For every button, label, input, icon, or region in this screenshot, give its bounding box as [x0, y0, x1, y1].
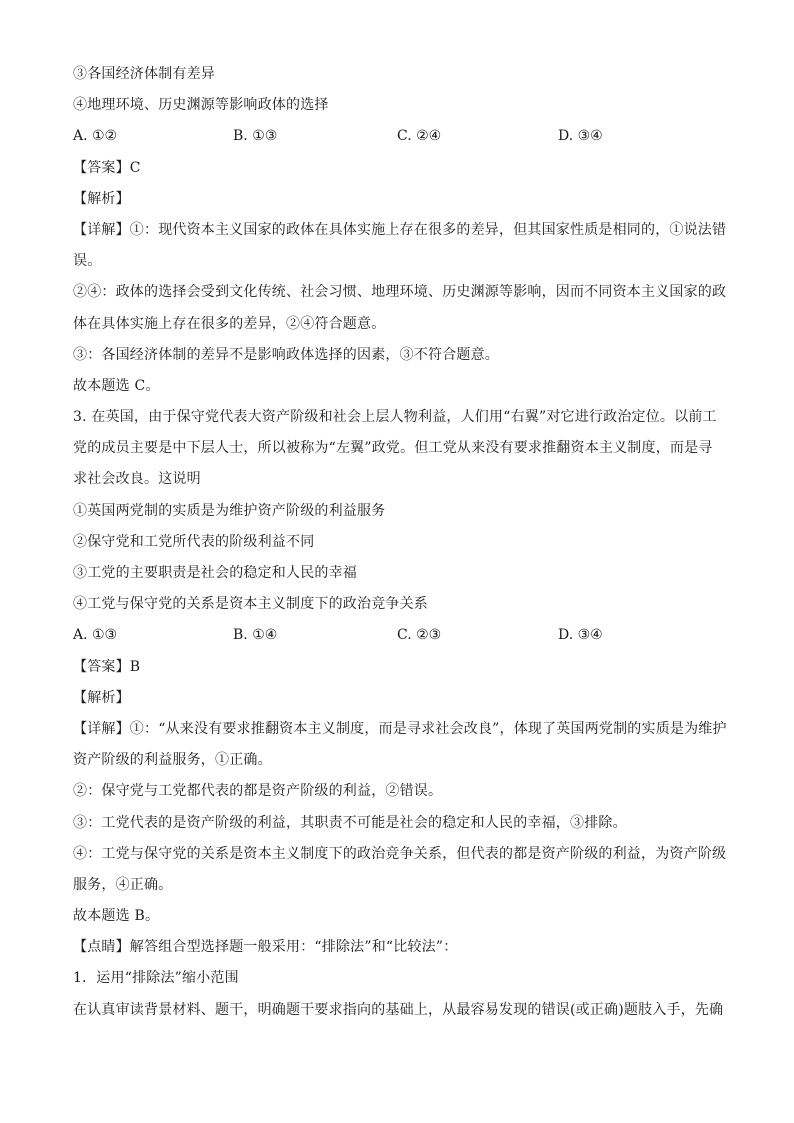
q2-detail-line: ③：各国经济体制的差异不是影响政体选择的因素，③不符合题意。 — [73, 346, 499, 363]
q3-detail-line: ④：工党与保守党的关系是资本主义制度下的政治竞争关系，但代表的都是资产阶级的利益，为资产阶级 — [73, 845, 727, 862]
q3-options — [73, 625, 725, 645]
q3-analysis-label: 【解析】 — [73, 689, 130, 706]
q2-detail-line: 【详解】①：现代资本主义国家的政体在具体实施上存在很多的差异，但其国家性质是相同的，①说法错 — [73, 221, 727, 238]
document-page — [73, 64, 725, 1031]
q2-analysis-label: 【解析】 — [73, 190, 130, 207]
q2-statement-4: ④地理环境、历史渊源等影响政体的选择 — [73, 97, 329, 114]
q3-statement: ①英国两党制的实质是为维护资产阶级的利益服务 — [73, 502, 386, 519]
q3-option-b: B. ①④ — [233, 627, 278, 644]
q2-detail-line: 体在具体实施上存在很多的差异，②④符合题意。 — [73, 315, 386, 332]
q2-option-d: D. ③④ — [558, 128, 603, 145]
q2-options — [73, 126, 725, 146]
q3-statement: ③工党的主要职责是社会的稳定和人民的幸福 — [73, 565, 357, 581]
q2-answer: 【答案】C — [73, 159, 141, 176]
q3-detail-line: ③：工党代表的是资产阶级的利益，其职责不可能是社会的稳定和人民的幸福，③排除。 — [73, 814, 627, 831]
q3-statement: ④工党与保守党的关系是资本主义制度下的政治竞争关系 — [73, 596, 428, 613]
q3-option-d: D. ③④ — [558, 627, 603, 644]
q3-tip-method: 1．运用“排除法”缩小范围 — [73, 970, 239, 987]
q3-stem-line: 3. 在英国，由于保守党代表大资产阶级和社会上层人物利益，人们用“右翼”对它进行政治定位。以前工 — [73, 409, 717, 426]
q3-detail-line: 资产阶级的利益服务，①正确。 — [73, 752, 272, 769]
q3-conclusion: 故本题选 B。 — [73, 908, 160, 925]
q3-option-a: A. ①③ — [73, 627, 118, 644]
q3-tip-heading: 【点睛】解答组合型选择题一般采用：“排除法”和“比较法”： — [73, 939, 458, 956]
q3-detail-line: 【详解】①：“从来没有要求推翻资本主义制度，而是寻求社会改良”，体现了英国两党制的实质是为维护 — [73, 720, 727, 737]
q2-option-a: A. ①② — [73, 128, 118, 145]
q3-detail-line: ②：保守党与工党都代表的都是资产阶级的利益，②错误。 — [73, 783, 443, 800]
q3-stem-line: 求社会改良。这说明 — [73, 471, 201, 488]
q2-option-b: B. ①③ — [233, 128, 278, 145]
q2-statement-3: ③各国经济体制有差异 — [73, 66, 215, 82]
q2-detail-line: ②④：政体的选择会受到文化传统、社会习惯、地理环境、历史渊源等影响，因而不同资本主义国家的政 — [73, 284, 727, 301]
q3-answer: 【答案】B — [73, 658, 141, 675]
q3-statement: ②保守党和工党所代表的阶级利益不同 — [73, 533, 315, 550]
q3-option-c: C. ②③ — [397, 627, 442, 644]
q3-tip-text: 在认真审读背景材料、题干，明确题干要求指向的基础上，从最容易发现的错误(或正确)题肢入手，先确 — [73, 1001, 724, 1018]
q2-detail-line: 误。 — [73, 253, 102, 270]
q3-stem-line: 党的成员主要是中下层人士，所以被称为“左翼”政党。但工党从来没有要求推翻资本主义制度，而是寻 — [73, 440, 713, 457]
q3-detail-line: 服务，④正确。 — [73, 876, 173, 893]
q2-option-c: C. ②④ — [397, 128, 442, 145]
q2-conclusion: 故本题选 C。 — [73, 377, 160, 394]
